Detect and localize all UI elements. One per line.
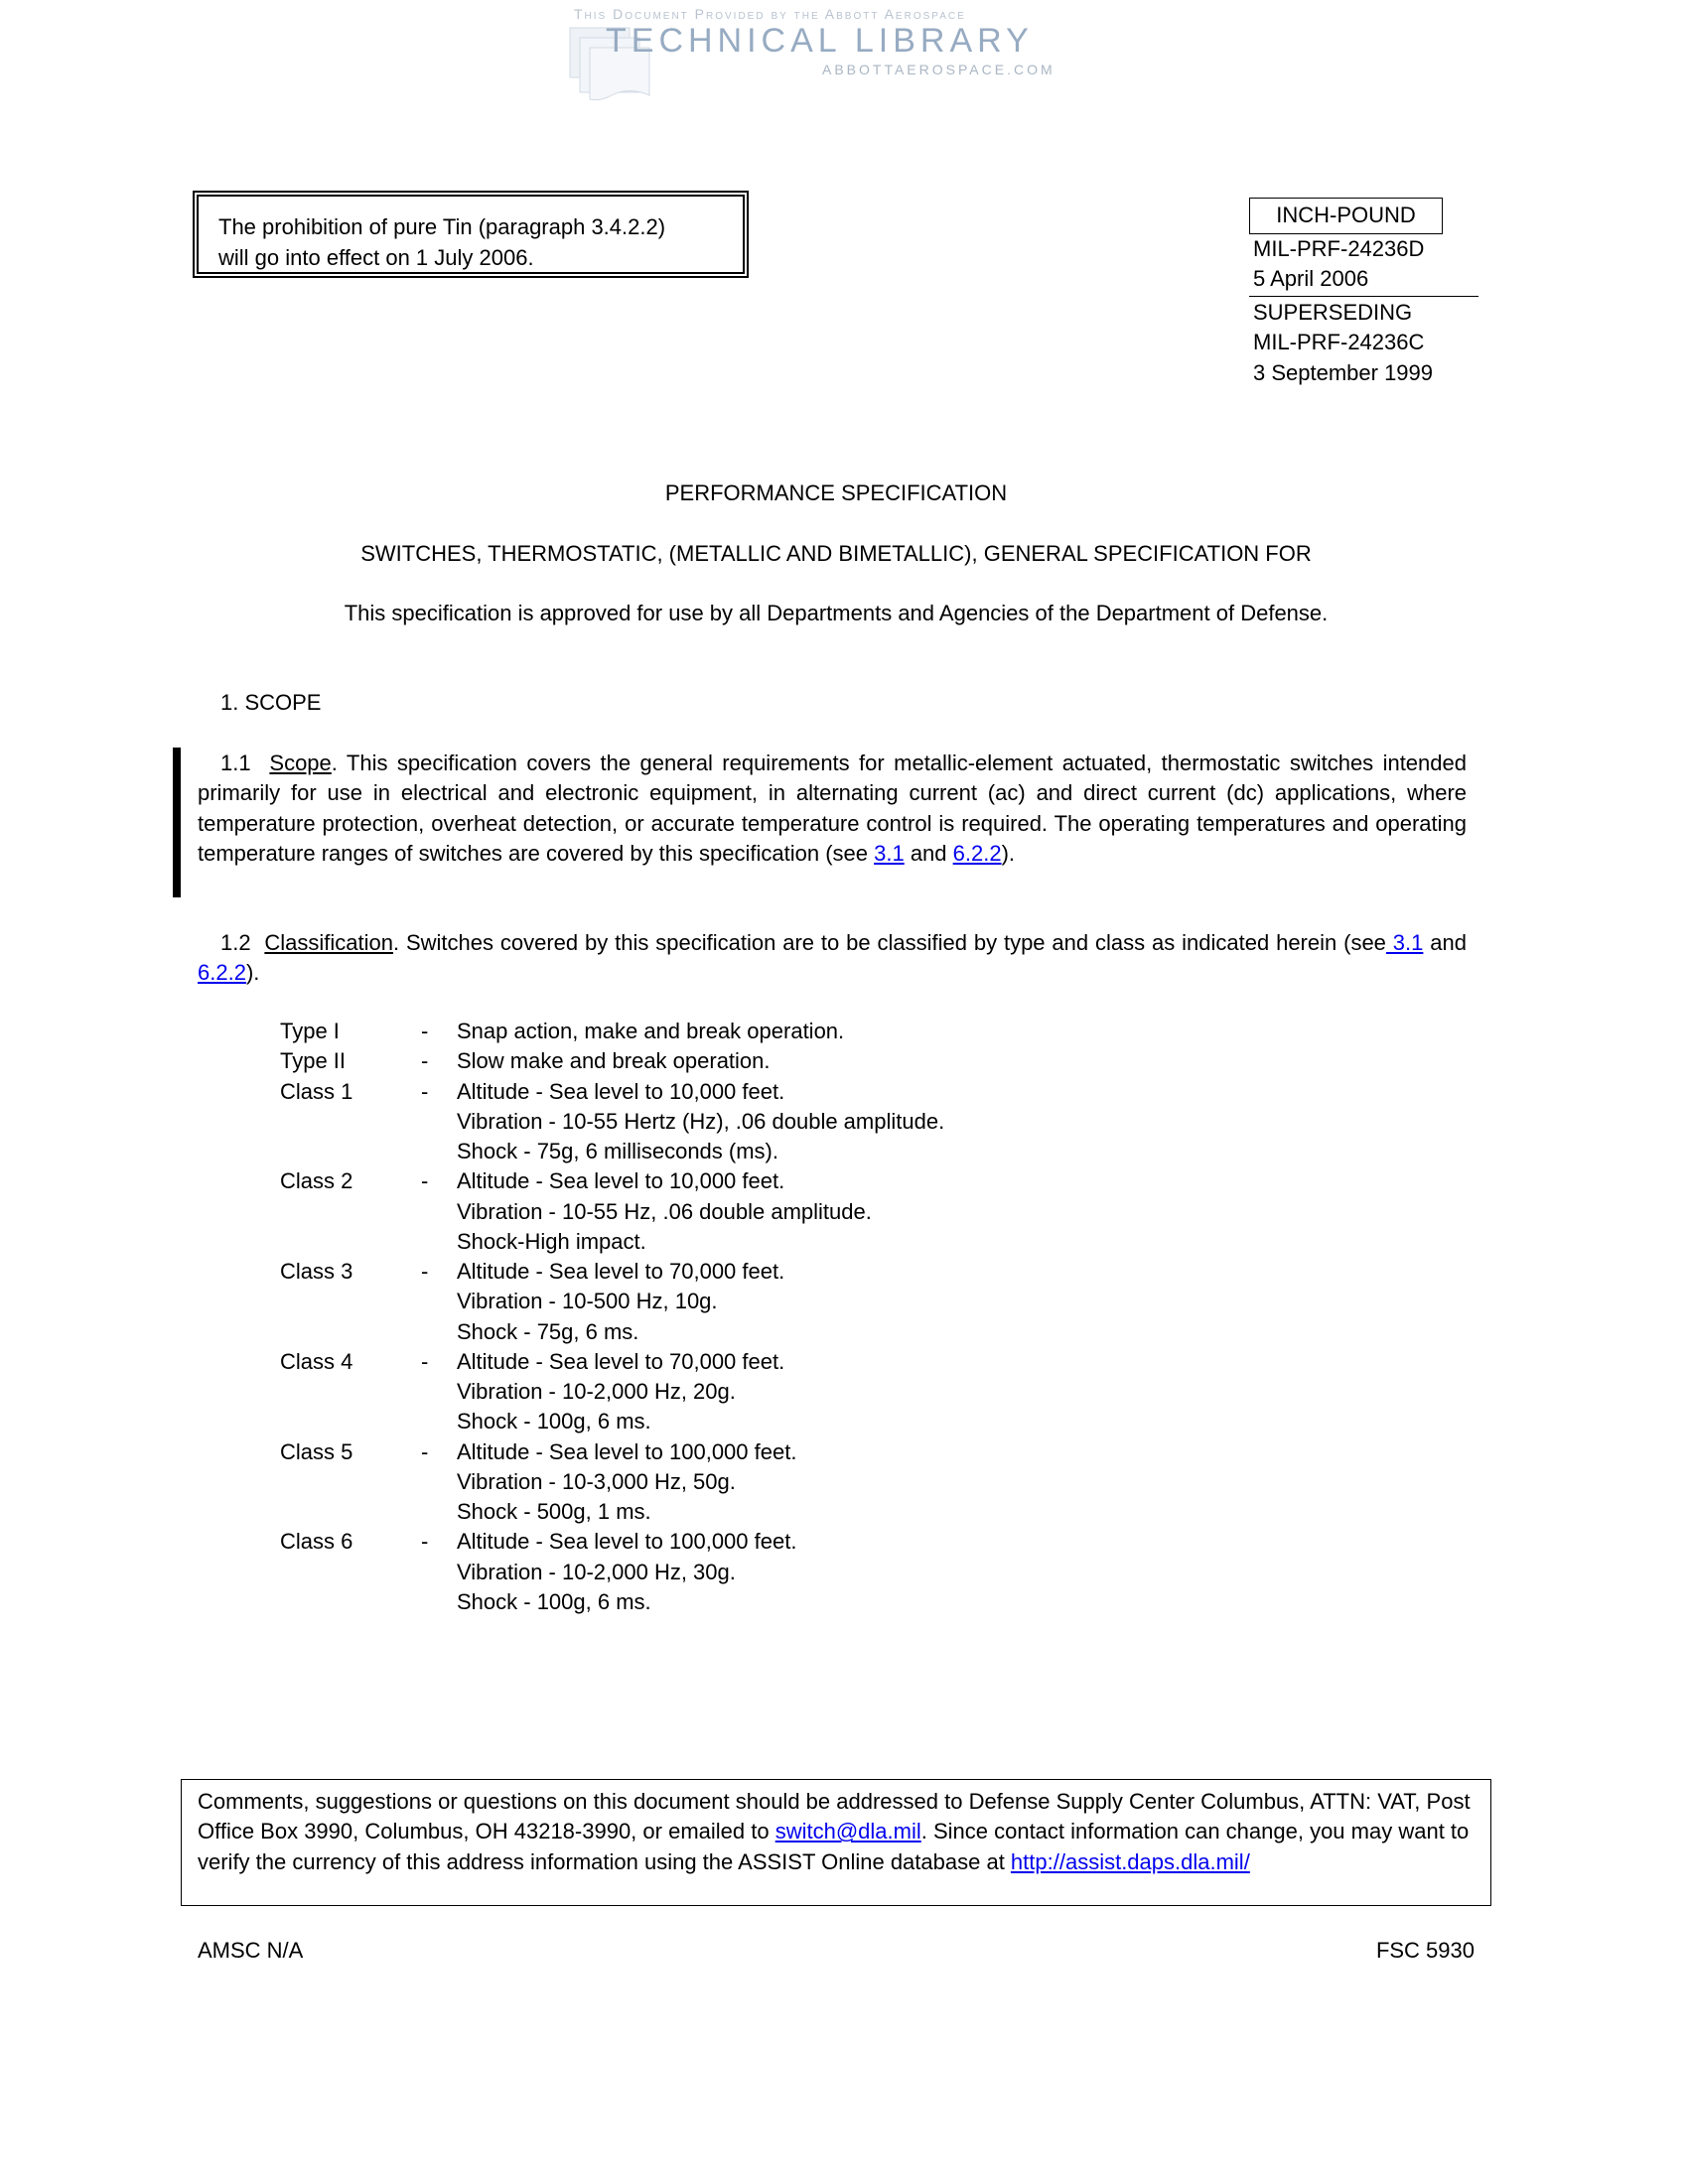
class-dash: - <box>421 1078 429 1104</box>
class-label: Type II <box>280 1048 347 1074</box>
spec-type: PERFORMANCE SPECIFICATION <box>664 480 1008 505</box>
superseding-label: SUPERSEDING <box>1253 300 1413 325</box>
fsc-code: FSC 5930 <box>1375 1938 1475 1963</box>
class-description: Altitude - Sea level to 70,000 feet. <box>457 1348 785 1374</box>
doc-id: MIL-PRF-24236D <box>1253 236 1425 261</box>
superseded-date: 3 September 1999 <box>1253 360 1434 385</box>
class-description: Altitude - Sea level to 100,000 feet. <box>457 1529 797 1555</box>
notice-line: will go into effect on 1 July 2006. <box>218 245 534 270</box>
link-3-1[interactable]: 3.1 <box>1385 930 1424 955</box>
class-label: Class 6 <box>280 1529 353 1555</box>
class-description: Altitude - Sea level to 10,000 feet. <box>457 1168 785 1194</box>
class-description: Shock - 100g, 6 ms. <box>457 1588 651 1614</box>
class-description: Vibration - 10-3,000 Hz, 50g. <box>457 1468 736 1494</box>
class-dash: - <box>421 1348 429 1374</box>
header-divider <box>1249 296 1478 297</box>
watermark-url: ABBOTTAEROSPACE.COM <box>822 62 1055 77</box>
watermark-logo <box>566 4 1082 103</box>
link-3-1[interactable]: 3.1 <box>874 840 905 866</box>
notice-line: The prohibition of pure Tin (paragraph 3.4.2.2) <box>218 214 666 239</box>
watermark-title: TECHNICAL LIBRARY <box>606 22 1034 60</box>
class-description: Shock - 75g, 6 milliseconds (ms). <box>457 1139 778 1163</box>
class-description: Shock-High impact. <box>457 1228 646 1254</box>
class-label: Class 3 <box>280 1259 353 1284</box>
superseded-id: MIL-PRF-24236C <box>1253 330 1425 354</box>
class-label: Class 4 <box>280 1348 353 1374</box>
assist-url-link[interactable]: http://assist.daps.dla.mil/ <box>1010 1848 1250 1874</box>
section-heading-scope: 1. SCOPE <box>220 690 322 715</box>
class-dash: - <box>421 1019 429 1043</box>
class-description: Snap action, make and break operation. <box>457 1019 845 1043</box>
class-label: Class 5 <box>280 1438 353 1464</box>
email-link[interactable]: switch@dla.mil <box>774 1819 921 1844</box>
units-badge: INCH-POUND <box>1249 198 1443 234</box>
class-label: Type I <box>280 1019 340 1043</box>
class-description: Vibration - 10-500 Hz, 10g. <box>457 1289 718 1314</box>
class-dash: - <box>421 1529 429 1555</box>
amsc-code: AMSC N/A <box>198 1938 304 1963</box>
class-description: Shock - 75g, 6 ms. <box>457 1318 639 1344</box>
doc-date: 5 April 2006 <box>1253 266 1369 291</box>
tin-prohibition-notice <box>193 191 749 278</box>
class-label: Class 2 <box>280 1168 353 1194</box>
class-dash: - <box>421 1168 429 1194</box>
approval-statement: This specification is approved for use by all Departments and Agencies of the Department of Defense. <box>344 601 1329 625</box>
class-description: Vibration - 10-2,000 Hz, 30g. <box>457 1559 736 1584</box>
class-dash: - <box>421 1259 429 1284</box>
comments-box: Comments, suggestions or questions on this document should be addressed to Defense Supply Center Columbus, ATTN: VAT, Post Office Box 3990, Columbus, OH 43218-3990, or emailed to switch@dla.mil. Since contact information can change, you may want to verify the currency of this address information using the ASSIST Online database at http://assist.daps.dla.mil/ <box>181 1779 1491 1906</box>
class-description: Vibration - 10-2,000 Hz, 20g. <box>457 1379 736 1404</box>
class-description: Shock - 100g, 6 ms. <box>457 1409 651 1434</box>
class-dash: - <box>421 1048 429 1074</box>
class-description: Altitude - Sea level to 100,000 feet. <box>457 1438 797 1464</box>
link-6-2-2[interactable]: 6.2.2 <box>198 960 246 986</box>
paragraph-1-2: 1.2 Classification. Switches covered by this specification are to be classified by type and class as indicated herein (see 3.1 and 6.2.2). <box>198 930 1467 986</box>
watermark-provided-by: This Document Provided by the Abbott Aerospace <box>574 6 966 22</box>
class-description: Altitude - Sea level to 70,000 feet. <box>457 1259 785 1284</box>
class-label: Class 1 <box>280 1078 353 1104</box>
spec-subject: SWITCHES, THERMOSTATIC, (METALLIC AND BIMETALLIC), GENERAL SPECIFICATION FOR <box>360 541 1312 566</box>
class-dash: - <box>421 1438 429 1464</box>
paragraph-1-1: 1.1 Scope. This specification covers the general requirements for metallic-element actuated, thermostatic switches intended primarily for use in electrical and electronic equipment, in alternating current (ac) and direct current (dc) applications, where temperature protection, overheat detection, or accurate temperature control is required. The operating temperatures and operating temperature ranges of switches are covered by this specification (see 3.1 and 6.2.2). <box>198 751 1467 866</box>
class-description: Vibration - 10-55 Hz, .06 double amplitude. <box>457 1198 872 1224</box>
link-6-2-2[interactable]: 6.2.2 <box>952 840 1002 866</box>
class-description: Slow make and break operation. <box>457 1048 771 1074</box>
change-bar <box>173 748 181 897</box>
class-description: Shock - 500g, 1 ms. <box>457 1499 651 1524</box>
class-description: Vibration - 10-55 Hertz (Hz), .06 double amplitude. <box>457 1108 945 1134</box>
class-description: Altitude - Sea level to 10,000 feet. <box>457 1078 785 1104</box>
